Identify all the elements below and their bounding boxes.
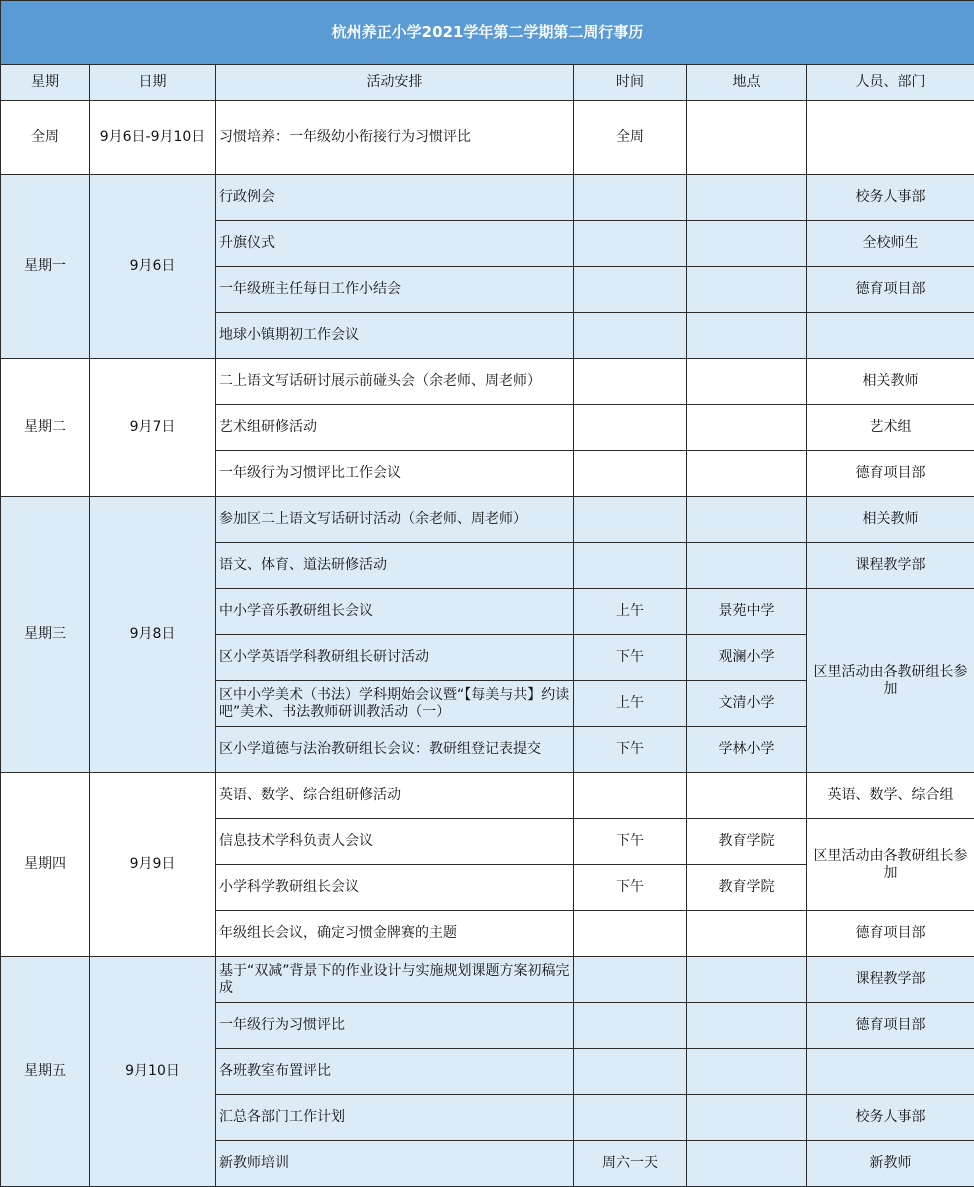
place-cell: 文清小学 — [687, 681, 807, 727]
time-cell: 下午 — [574, 865, 687, 911]
table-row — [1, 773, 974, 819]
place-cell — [687, 773, 807, 819]
header-place: 地点 — [687, 65, 807, 101]
activity-cell: 行政例会 — [216, 175, 574, 221]
people-cell: 英语、数学、综合组 — [807, 773, 974, 819]
place-cell — [687, 221, 807, 267]
activity-cell: 一年级行为习惯评比 — [216, 1003, 574, 1049]
header-row — [1, 65, 974, 101]
date-cell: 9月9日 — [90, 773, 216, 957]
people-cell-merged: 区里活动由各教研组长参加 — [807, 589, 974, 773]
weekday-cell: 星期五 — [1, 957, 90, 1187]
table-row — [1, 101, 974, 175]
time-cell: 上午 — [574, 589, 687, 635]
header-time: 时间 — [574, 65, 687, 101]
time-cell: 下午 — [574, 727, 687, 773]
table-row — [1, 359, 974, 405]
place-cell — [687, 1141, 807, 1187]
place-cell: 学林小学 — [687, 727, 807, 773]
place-cell: 观澜小学 — [687, 635, 807, 681]
place-cell — [687, 911, 807, 957]
time-cell — [574, 1003, 687, 1049]
time-cell — [574, 497, 687, 543]
time-cell — [574, 221, 687, 267]
place-cell — [687, 1095, 807, 1141]
place-cell — [687, 313, 807, 359]
activity-cell: 习惯培养：一年级幼小衔接行为习惯评比 — [216, 101, 574, 175]
time-cell: 上午 — [574, 681, 687, 727]
time-cell — [574, 405, 687, 451]
table-row — [1, 957, 974, 1003]
activity-cell: 升旗仪式 — [216, 221, 574, 267]
place-cell — [687, 267, 807, 313]
date-cell: 9月8日 — [90, 497, 216, 773]
place-cell — [687, 451, 807, 497]
place-cell — [687, 175, 807, 221]
people-cell: 课程教学部 — [807, 543, 974, 589]
table-title: 杭州养正小学2021学年第二学期第二周行事历 — [1, 1, 974, 65]
activity-cell: 区小学道德与法治教研组长会议：教研组登记表提交 — [216, 727, 574, 773]
people-cell: 全校师生 — [807, 221, 974, 267]
activity-cell: 小学科学教研组长会议 — [216, 865, 574, 911]
people-cell: 德育项目部 — [807, 911, 974, 957]
title-row — [1, 1, 974, 65]
place-cell — [687, 359, 807, 405]
time-cell — [574, 911, 687, 957]
activity-cell: 基于“双减”背景下的作业设计与实施规划课题方案初稿完成 — [216, 957, 574, 1003]
time-cell — [574, 175, 687, 221]
time-cell: 周六一天 — [574, 1141, 687, 1187]
people-cell: 校务人事部 — [807, 175, 974, 221]
date-cell: 9月10日 — [90, 957, 216, 1187]
place-cell — [687, 957, 807, 1003]
weekday-cell: 星期一 — [1, 175, 90, 359]
place-cell — [687, 497, 807, 543]
people-cell — [807, 101, 974, 175]
people-cell-merged: 区里活动由各教研组长参加 — [807, 819, 974, 911]
people-cell: 课程教学部 — [807, 957, 974, 1003]
activity-cell: 参加区二上语文写话研讨活动（余老师、周老师） — [216, 497, 574, 543]
activity-cell: 新教师培训 — [216, 1141, 574, 1187]
table-row — [1, 175, 974, 221]
activity-cell: 区小学英语学科教研组长研讨活动 — [216, 635, 574, 681]
place-cell — [687, 543, 807, 589]
date-cell: 9月6日 — [90, 175, 216, 359]
place-cell: 景苑中学 — [687, 589, 807, 635]
place-cell: 教育学院 — [687, 865, 807, 911]
time-cell — [574, 1095, 687, 1141]
header-activity: 活动安排 — [216, 65, 574, 101]
activity-cell: 一年级班主任每日工作小结会 — [216, 267, 574, 313]
people-cell: 德育项目部 — [807, 451, 974, 497]
activity-cell: 中小学音乐教研组长会议 — [216, 589, 574, 635]
time-cell: 全周 — [574, 101, 687, 175]
people-cell: 相关教师 — [807, 359, 974, 405]
activity-cell: 语文、体育、道法研修活动 — [216, 543, 574, 589]
header-people: 人员、部门 — [807, 65, 974, 101]
time-cell — [574, 267, 687, 313]
people-cell — [807, 1049, 974, 1095]
header-date: 日期 — [90, 65, 216, 101]
time-cell: 下午 — [574, 819, 687, 865]
weekday-cell: 星期四 — [1, 773, 90, 957]
place-cell: 教育学院 — [687, 819, 807, 865]
weekday-cell: 全周 — [1, 101, 90, 175]
place-cell — [687, 101, 807, 175]
activity-cell: 汇总各部门工作计划 — [216, 1095, 574, 1141]
activity-cell: 二上语文写话研讨展示前碰头会（余老师、周老师） — [216, 359, 574, 405]
people-cell: 相关教师 — [807, 497, 974, 543]
people-cell: 校务人事部 — [807, 1095, 974, 1141]
people-cell — [807, 313, 974, 359]
header-weekday: 星期 — [1, 65, 90, 101]
table-row — [1, 497, 974, 543]
place-cell — [687, 405, 807, 451]
people-cell: 新教师 — [807, 1141, 974, 1187]
people-cell: 德育项目部 — [807, 1003, 974, 1049]
place-cell — [687, 1049, 807, 1095]
time-cell — [574, 773, 687, 819]
activity-cell: 艺术组研修活动 — [216, 405, 574, 451]
weekday-cell: 星期三 — [1, 497, 90, 773]
date-cell: 9月7日 — [90, 359, 216, 497]
time-cell — [574, 313, 687, 359]
time-cell: 下午 — [574, 635, 687, 681]
time-cell — [574, 957, 687, 1003]
activity-cell: 各班教室布置评比 — [216, 1049, 574, 1095]
time-cell — [574, 543, 687, 589]
weekday-cell: 星期二 — [1, 359, 90, 497]
people-cell: 德育项目部 — [807, 267, 974, 313]
date-cell: 9月6日-9月10日 — [90, 101, 216, 175]
activity-cell: 英语、数学、综合组研修活动 — [216, 773, 574, 819]
place-cell — [687, 1003, 807, 1049]
activity-cell: 年级组长会议，确定习惯金牌赛的主题 — [216, 911, 574, 957]
time-cell — [574, 451, 687, 497]
people-cell: 艺术组 — [807, 405, 974, 451]
activity-cell: 信息技术学科负责人会议 — [216, 819, 574, 865]
time-cell — [574, 1049, 687, 1095]
activity-cell: 区中小学美术（书法）学科期始会议暨“【每美与共】约读吧”美术、书法教师研训教活动（一） — [216, 681, 574, 727]
activity-cell: 地球小镇期初工作会议 — [216, 313, 574, 359]
time-cell — [574, 359, 687, 405]
activity-cell: 一年级行为习惯评比工作会议 — [216, 451, 574, 497]
